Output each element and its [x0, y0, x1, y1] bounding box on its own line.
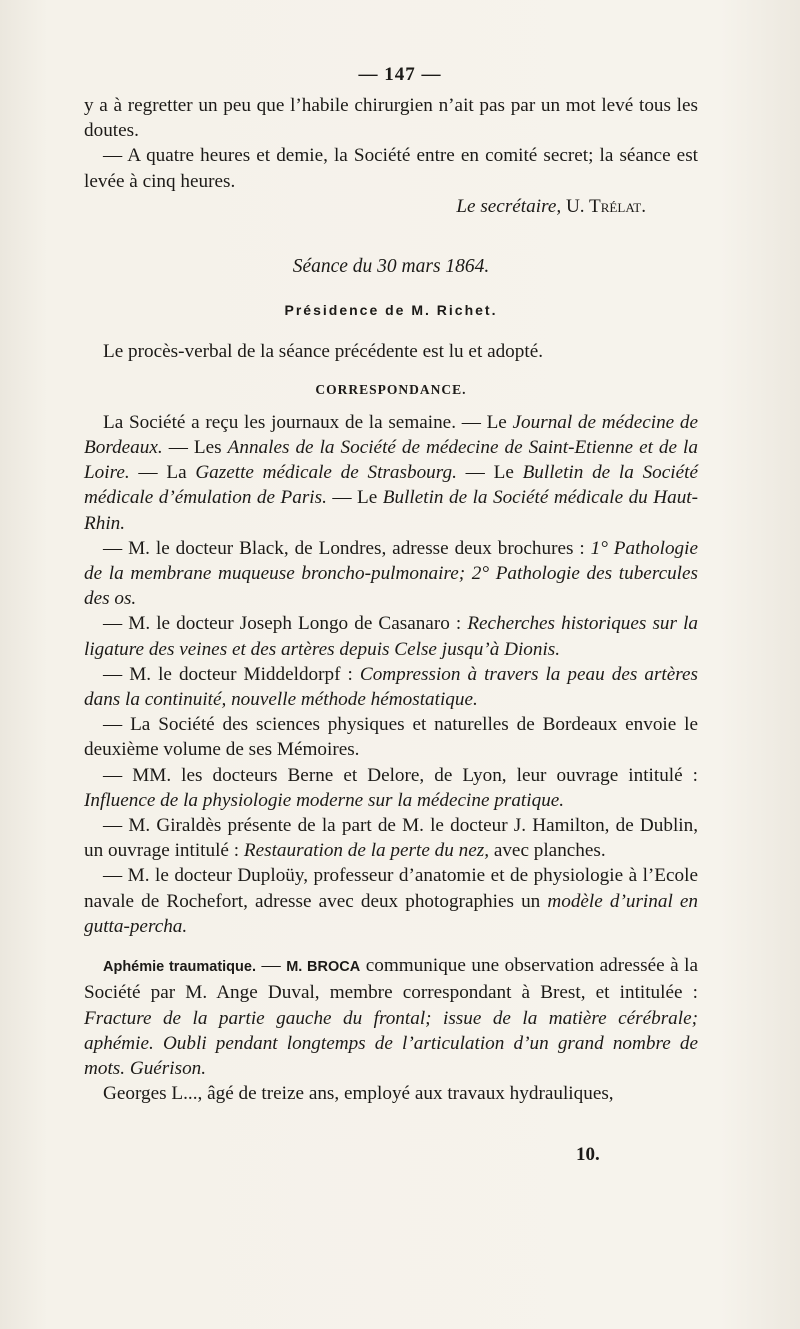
correspondence-longo	[84, 611, 698, 661]
correspondence-berne-delore	[84, 763, 698, 813]
text-run: communique une observation adressée à la Société par M. Ange Duval, membre correspondant à Brest, et intitulée :	[84, 955, 698, 1004]
text-run: — M. le docteur Duploüy, professeur d’anatomie et de physiologie à l’Ecole navale de Rochefort, adresse avec deux photographies un	[84, 865, 698, 912]
work-title: Compression à travers la peau des artères dans la continuité, nouvelle méthode hémostatique.	[84, 663, 698, 711]
text-run: La Société a reçu les journaux de la semaine. — Le	[103, 411, 513, 433]
text-run: — M. Giraldès présente de la part de M. le docteur J. Hamilton, de Dublin, un ouvrage intitulé :	[84, 815, 698, 862]
text-run: — Le	[456, 462, 523, 484]
work-title: Influence de la physiologie moderne sur la médecine pratique.	[84, 789, 565, 811]
correspondence-middeldorpf	[84, 662, 698, 712]
text-run: — Les	[162, 437, 228, 459]
secretary-name: U. Trélat.	[565, 195, 646, 217]
text-run: — M. le docteur Middeldorpf :	[103, 663, 360, 685]
correspondence-journals	[84, 410, 698, 536]
section-heading-correspondance: CORRESPONDANCE.	[315, 381, 467, 397]
speaker-name: M. BROCA	[286, 959, 361, 976]
run-in-heading: Aphémie traumatique.	[103, 959, 256, 976]
correspondence-giraldes	[84, 813, 698, 863]
secretary-signature	[84, 194, 698, 219]
last-line: Georges L..., âgé de treize ans, employé aux travaux hydrauliques,	[103, 1083, 614, 1105]
correspondence-duplouy	[84, 863, 698, 939]
secretary-label: Le secrétaire,	[456, 195, 562, 217]
text-run: — M. le docteur Joseph Longo de Casanaro :	[103, 613, 468, 635]
journal-title: Bulletin de la Société médicale d’émulation de Paris.	[84, 462, 698, 509]
work-title: Recherches historiques sur la ligature des veines et des artères depuis Celse jusqu’à Dionis.	[84, 613, 698, 660]
work-title: modèle d’urinal en gutta-percha.	[84, 890, 699, 937]
observation-title: Fracture de la partie gauche du frontal; issue de la matière cérébrale; aphémie. Oubli pendant longtemps de l’articulation d’un grand nombre de mots. Guérison.	[84, 1007, 698, 1079]
meeting-title: Séance du 30 mars 1864.	[292, 256, 490, 278]
text-run: — La	[129, 462, 196, 484]
text-run: — MM. les docteurs Berne et Delore, de Lyon, leur ouvrage intitulé :	[103, 764, 698, 786]
work-title: Restauration de la perte du nez,	[243, 840, 490, 862]
correspondence-bordeaux: — La Société des sciences physiques et naturelles de Bordeaux envoie le deuxième volume de ses Mémoires.	[84, 714, 698, 761]
signature-mark: 10.	[576, 1144, 600, 1165]
correspondence-black	[84, 536, 698, 612]
closing-paragraph: — A quatre heures et demie, la Société entre en comité secret; la séance est levée à cinq heures.	[84, 145, 698, 192]
body-text	[84, 93, 698, 1106]
journal-title: Annales de la Société de médecine de Saint-Etienne et de la Loire.	[84, 437, 698, 484]
journal-title: Gazette médicale de Strasbourg.	[195, 462, 457, 484]
text-run: —	[256, 955, 287, 977]
aphemie-paragraph	[84, 953, 698, 1081]
work-title: 1° Pathologie de la membrane muqueuse broncho-pulmonaire; 2° Pathologie des tubercules des os.	[84, 537, 698, 610]
journal-title: Journal de médecine de Bordeaux.	[84, 411, 698, 459]
text-run: — Le	[326, 487, 383, 509]
text-run: — M. le docteur Black, de Londres, adresse deux brochures :	[103, 537, 591, 559]
proces-verbal: Le procès-verbal de la séance précédente est lu et adopté.	[103, 341, 544, 363]
continuation-paragraph: y a à regretter un peu que l’habile chirurgien n’ait pas par un mot levé tous les doutes.	[84, 95, 698, 142]
text-run: avec planches.	[489, 840, 606, 862]
presidence-line: Présidence de M. Richet.	[284, 302, 498, 319]
journal-title: Bulletin de la Société médicale du Haut-Rhin.	[84, 487, 699, 534]
page-number: — 147 —	[358, 64, 442, 85]
